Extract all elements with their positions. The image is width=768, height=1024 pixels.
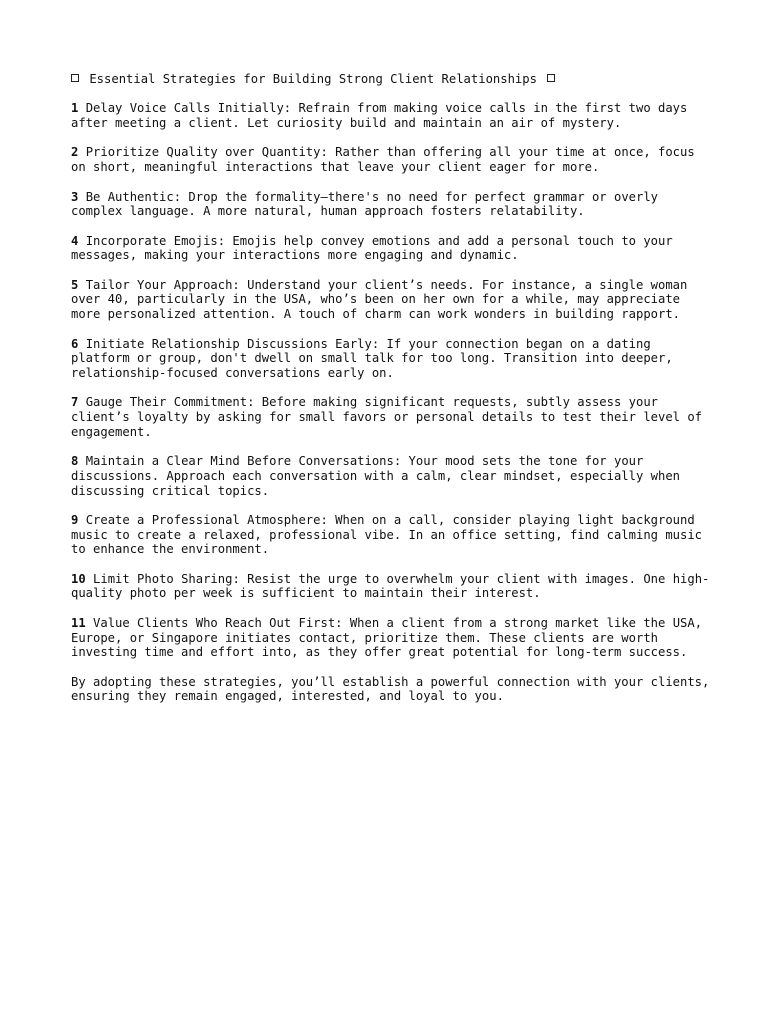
item-number: 8 [71, 454, 79, 469]
item-text: Gauge Their Commitment: Before making significant requests, subtly assess your client’s loyalty by asking for small favors or personal details to test their level of engagement. [71, 395, 710, 439]
item-number: 9 [71, 512, 79, 527]
box-glyph-icon [71, 74, 79, 82]
item-number: 2 [71, 145, 79, 160]
item-text: Initiate Relationship Discussions Early: If your connection began on a dating platform or group, don't dwell on small talk for too long. Transition into deeper, relationship-focused conversations early on. [71, 336, 681, 380]
item-text: Limit Photo Sharing: Resist the urge to overwhelm your client with images. One high-quality photo per week is sufficient to maintain their interest. [71, 571, 710, 601]
document-page [71, 72, 717, 704]
document-title-line [71, 72, 711, 87]
list-item [71, 395, 711, 439]
list-item [71, 190, 711, 219]
list-item [71, 572, 711, 601]
closing-paragraph: By adopting these strategies, you’ll establish a powerful connection with your clients, ensuring they remain engaged, interested, and loyal to you. [71, 674, 717, 704]
item-number: 3 [71, 189, 79, 204]
item-text: Value Clients Who Reach Out First: When a client from a strong market like the USA, Europe, or Singapore initiates contact, prioritize them. These clients are worth investing time and effort into, as they offer great potential for long-term success. [71, 615, 710, 660]
item-number: 10 [71, 571, 86, 586]
item-number: 1 [71, 101, 79, 116]
list-item [71, 145, 711, 174]
box-glyph-icon [547, 74, 555, 82]
list-item [71, 234, 711, 263]
item-number: 7 [71, 395, 79, 410]
item-number: 5 [71, 277, 79, 292]
document-title: Essential Strategies for Building Strong Client Relationships [89, 72, 537, 86]
item-number: 4 [71, 233, 79, 248]
item-text: Incorporate Emojis: Emojis help convey emotions and add a personal touch to your messages, making your interactions more engaging and dynamic. [71, 233, 681, 263]
item-text: Delay Voice Calls Initially: Refrain from making voice calls in the first two days after meeting a client. Let curiosity build and maintain an air of mystery. [71, 101, 695, 131]
list-item [71, 513, 711, 557]
item-number: 6 [71, 336, 79, 351]
item-text: Create a Professional Atmosphere: When on a call, consider playing light background music to create a relaxed, professional vibe. In an office setting, find calming music to enhance the environment. [71, 512, 710, 557]
item-text: Tailor Your Approach: Understand your client’s needs. For instance, a single woman over 40, particularly in the USA, who’s been on her own for a while, may appreciate more personalized attention. A touch of charm can work wonders in building rapport. [71, 277, 695, 322]
item-text: Prioritize Quality over Quantity: Rather than offering all your time at once, focus on short, meaningful interactions that leave your client eager for more. [71, 145, 703, 175]
item-text: Be Authentic: Drop the formality—there's no need for perfect grammar or overly complex language. A more natural, human approach fosters relatability. [71, 189, 666, 219]
list-item [71, 278, 711, 322]
strategy-list [71, 101, 711, 660]
list-item [71, 337, 711, 381]
item-number: 11 [71, 615, 86, 630]
item-text: Maintain a Clear Mind Before Conversations: Your mood sets the tone for your discussions. Approach each conversation with a calm, clear mindset, especially when discussing critical topics. [71, 454, 688, 498]
list-item [71, 454, 711, 498]
list-item [71, 616, 711, 660]
list-item [71, 101, 711, 130]
